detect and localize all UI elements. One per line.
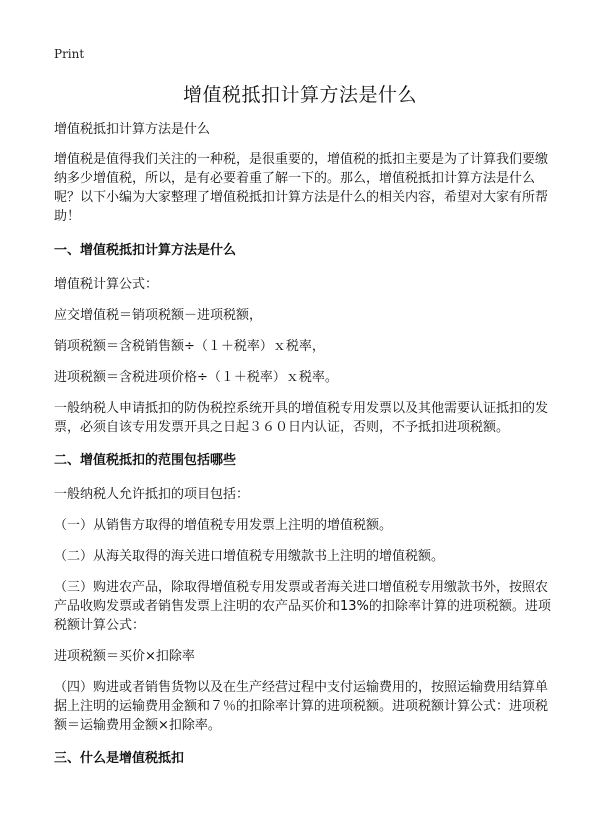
print-label: Print <box>54 47 85 61</box>
section-heading-3: 三、什么是增值税抵扣 <box>54 751 185 766</box>
subtitle-paragraph: 增值税抵扣计算方法是什么 <box>54 122 211 137</box>
deductible-item-4: （四）购进或者销售货物以及在生产经营过程中支付运输费用的，按照运输费用结算单据上注明的运输费用金额和７％的扣除率计算的进项税额。进项税额计算公式：进项税额＝运输费用金额×扣除率。 <box>54 680 549 733</box>
formula-line-3: 进项税额＝含税进项价格÷（１＋税率）ｘ税率。 <box>54 370 338 385</box>
deductible-item-2: （二）从海关取得的海关进口增值税专用缴款书上注明的增值税额。 <box>54 549 445 564</box>
section-heading-1: 一、增值税抵扣计算方法是什么 <box>54 243 237 258</box>
section-heading-2: 二、增值税抵扣的范围包括哪些 <box>54 453 237 468</box>
intro-paragraph: 增值税是值得我们关注的一种税，是很重要的，增值税的抵扣主要是为了计算我们要缴纳多少增值税，所以，是有必要着重了解一下的。那么，增值税抵扣计算方法是什么呢？以下小编为大家整理了增值税抵扣计算方法是什么的相关内容，希望对大家有所帮助！ <box>54 152 549 224</box>
formula-line-4: 进项税额＝买价×扣除率 <box>54 649 195 664</box>
deductible-items-intro: 一般纳税人允许抵扣的项目包括： <box>54 487 250 502</box>
document-title: 增值税抵扣计算方法是什么 <box>182 84 417 106</box>
certification-paragraph: 一般纳税人申请抵扣的防伪税控系统开具的增值税专用发票以及其他需要认证抵扣的发票，必须自该专用发票开具之日起３６０日内认证，否则，不予抵扣进项税额。 <box>54 401 549 435</box>
formula-line-2: 销项税额＝含税销售额÷（１＋税率）ｘ税率， <box>54 339 325 354</box>
deductible-item-1: （一）从销售方取得的增值税专用发票上注明的增值税额。 <box>54 518 393 533</box>
formula-intro: 增值税计算公式： <box>54 277 159 292</box>
deductible-item-3: （三）购进农产品，除取得增值税专用发票或者海关进口增值税专用缴款书外，按照农产品收购发票或者销售发票上注明的农产品买价和13%的扣除率计算的进项税额。进项税额计算公式： <box>54 580 551 633</box>
document-body <box>54 120 554 768</box>
formula-line-1: 应交增值税＝销项税额－进项税额， <box>54 308 263 323</box>
